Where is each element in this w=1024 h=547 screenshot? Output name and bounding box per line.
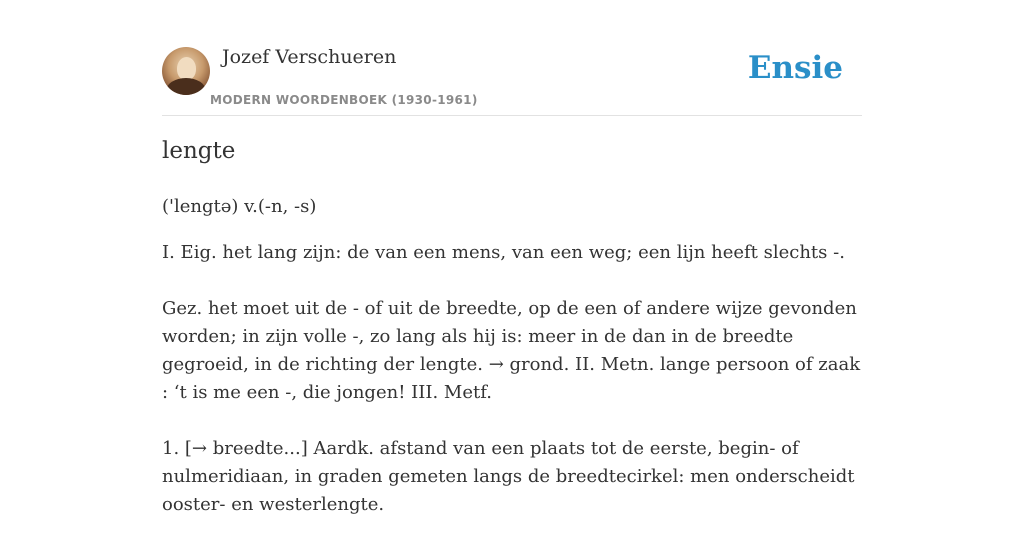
- page-header: [162, 0, 862, 116]
- brand-logo-link[interactable]: Ensie: [747, 50, 843, 86]
- definition-body: [162, 239, 867, 547]
- page: [162, 0, 862, 515]
- definition-paragraph: Gez. het moet uit de - of uit de breedte, op de een of andere wijze gevonden worden; in zijn volle -, zo lang als hij is: meer in de dan in de breedte gegroeid, in de richting der lengte. → grond. II. Metn. lange persoon of zaak : ‘t is me een -, die jongen! III. Metf.: [162, 298, 861, 403]
- avatar-face: [177, 57, 196, 80]
- author-avatar[interactable]: [162, 47, 210, 95]
- pronunciation-line: ('lengtə) v.(-n, -s): [162, 196, 317, 217]
- author-name-link[interactable]: Jozef Verschueren: [222, 46, 397, 68]
- headword-title: lengte: [162, 138, 236, 164]
- source-label: MODERN WOORDENBOEK (1930-1961): [210, 93, 478, 107]
- definition-paragraph: I. Eig. het lang zijn: de van een mens, van een weg; een lijn heeft slechts -.: [162, 242, 845, 263]
- definition-paragraph: 1. [→ breedte...] Aardk. afstand van een plaats tot de eerste, begin- of nulmeridiaan, in graden gemeten langs de breedtecirkel: men onderscheidt ooster- en westerlengte.: [162, 438, 855, 515]
- avatar-shoulders: [166, 78, 206, 95]
